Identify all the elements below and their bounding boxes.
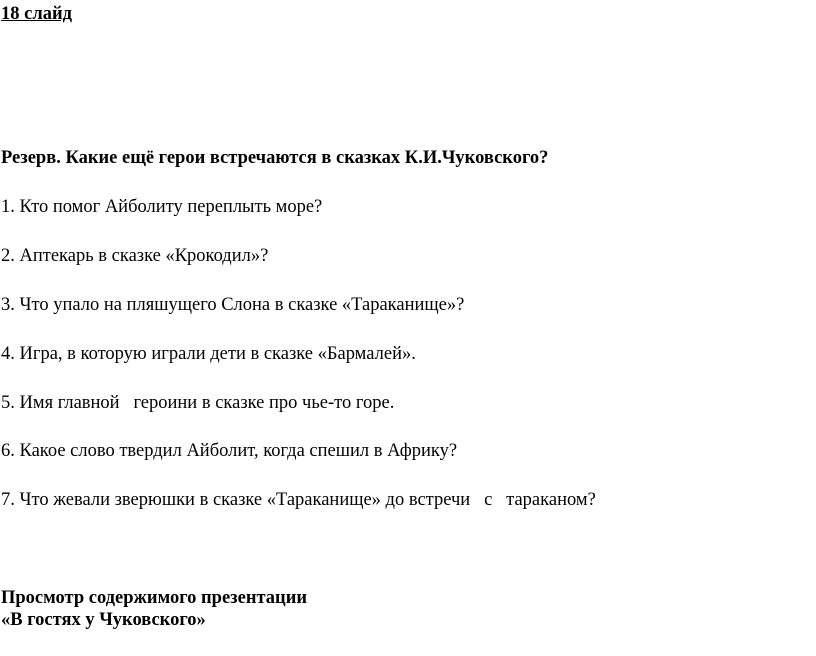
question-3: 3. Что упало на пляшущего Слона в сказке «Тараканище»? xyxy=(1,295,465,315)
question-4: 4. Игра, в которую играли дети в сказке «Бармалей». xyxy=(1,344,416,364)
footer-title: Просмотр содержимого презентации xyxy=(1,588,308,608)
question-2: 2. Аптекарь в сказке «Крокодил»? xyxy=(1,246,269,266)
footer-presentation-name: «В гостях у Чуковского» xyxy=(1,610,206,630)
slide-label: 18 слайд xyxy=(1,4,72,24)
question-6: 6. Какое слово твердил Айболит, когда спешил в Африку? xyxy=(1,441,458,461)
question-5: 5. Имя главной героини в сказке про чье-то горе. xyxy=(1,393,395,413)
section-heading: Резерв. Какие ещё герои встречаются в сказках К.И.Чуковского? xyxy=(1,148,549,168)
question-1: 1. Кто помог Айболиту переплыть море? xyxy=(1,197,323,217)
question-7: 7. Что жевали зверюшки в сказке «Тараканище» до встречи с тараканом? xyxy=(1,490,596,510)
